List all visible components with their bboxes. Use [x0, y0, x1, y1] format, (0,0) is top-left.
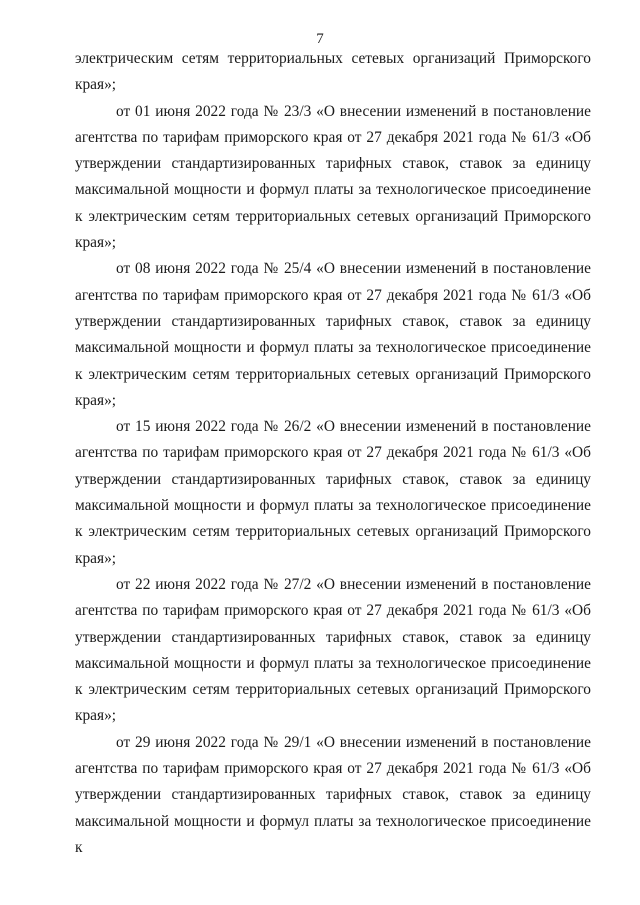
- paragraph-resolution-25-4: от 08 июня 2022 года № 25/4 «О внесении изменений в постановление агентства по тарифам приморского края от 27 декабря 2021 года № 61/3 «Об утверждении стандартизированных тарифных ставок, ставок за единицу максимальной мощности и формул платы за технологическое присоединение к электрическим сетям территориальных сетевых организаций Приморского края»;: [75, 260, 591, 409]
- document-body: [75, 46, 591, 861]
- page-number: 7: [316, 31, 324, 47]
- paragraph-resolution-29-1: от 29 июня 2022 года № 29/1 «О внесении изменений в постановление агентства по тарифам приморского края от 27 декабря 2021 года № 61/3 «Об утверждении стандартизированных тарифных ставок, ставок за единицу максимальной мощности и формул платы за технологическое присоединение к: [75, 733, 591, 856]
- paragraph-resolution-23-3: от 01 июня 2022 года № 23/3 «О внесении изменений в постановление агентства по тарифам приморского края от 27 декабря 2021 года № 61/3 «Об утверждении стандартизированных тарифных ставок, ставок за единицу максимальной мощности и формул платы за технологическое присоединение к электрическим сетям территориальных сетевых организаций Приморского края»;: [75, 102, 591, 252]
- paragraph-continuation: электрическим сетям территориальных сетевых организаций Приморского края»;: [75, 50, 591, 94]
- paragraph-resolution-26-2: от 15 июня 2022 года № 26/2 «О внесении изменений в постановление агентства по тарифам приморского края от 27 декабря 2021 года № 61/3 «Об утверждении стандартизированных тарифных ставок, ставок за единицу максимальной мощности и формул платы за технологическое присоединение к электрическим сетям территориальных сетевых организаций Приморского края»;: [75, 418, 591, 567]
- paragraph-resolution-27-2: от 22 июня 2022 года № 27/2 «О внесении изменений в постановление агентства по тарифам приморского края от 27 декабря 2021 года № 61/3 «Об утверждении стандартизированных тарифных ставок, ставок за единицу максимальной мощности и формул платы за технологическое присоединение к электрическим сетям территориальных сетевых организаций Приморского края»;: [75, 575, 591, 725]
